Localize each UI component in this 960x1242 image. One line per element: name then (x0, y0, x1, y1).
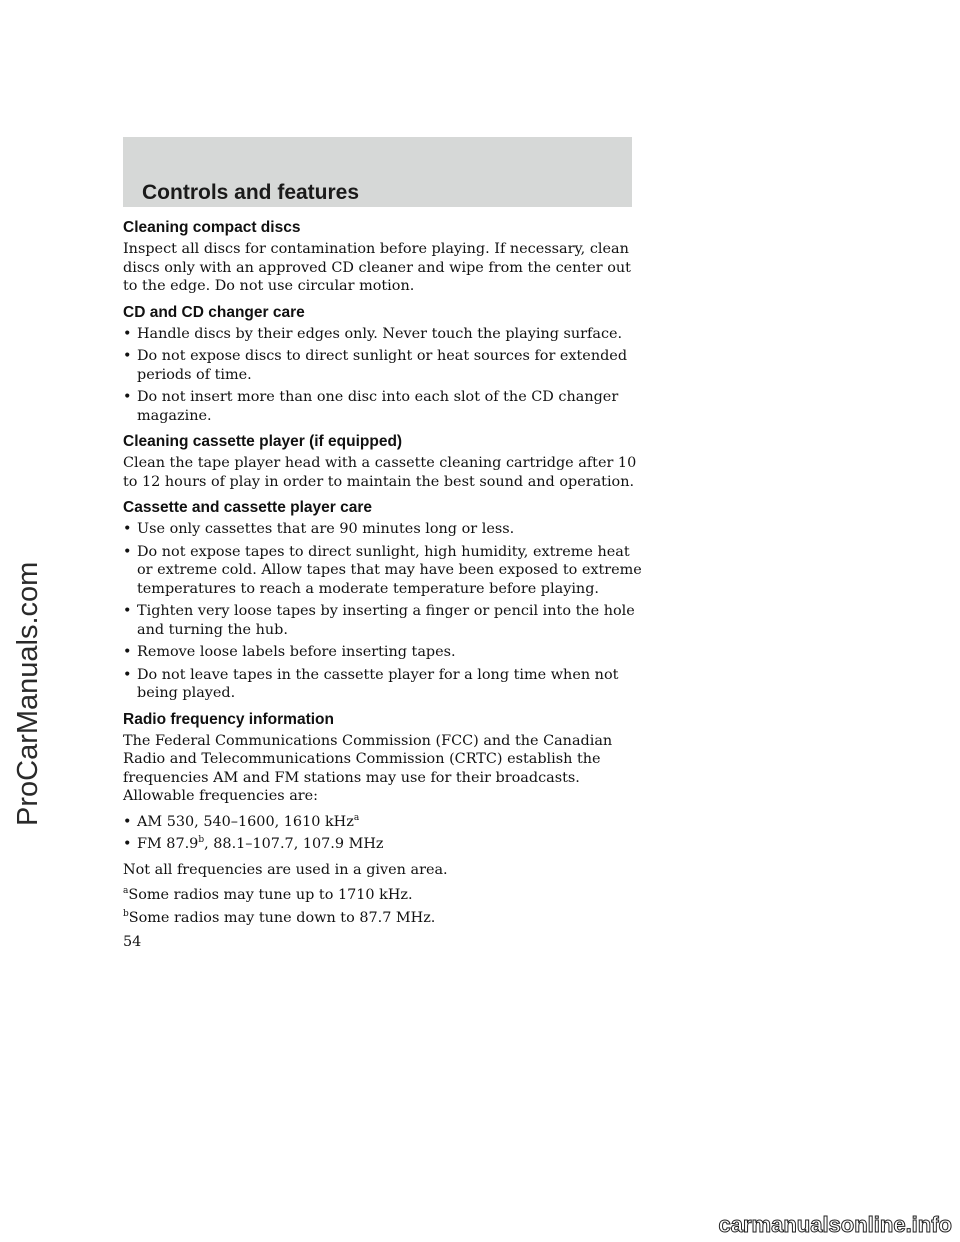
watermark-side (4, 490, 48, 830)
list-item-am: • AM 530, 540–1600, 1610 kHz$^a$ (123, 812, 360, 830)
list-item: • Do not insert more than one disc into each slot of the CD changer magazine. (123, 389, 619, 424)
section-header-band (123, 137, 632, 207)
list-cd-changer-care (123, 325, 643, 426)
heading-cd-changer-care: CD and CD changer care (123, 303, 305, 321)
footnote-a: $^a$Some radios may tune up to 1710 kHz. (123, 886, 413, 903)
list-cassette-player-care (123, 520, 643, 703)
paragraph-frequency-note: Not all frequencies are used in a given area. (123, 861, 448, 878)
bullet-icon: • (123, 644, 132, 660)
bullet-icon: • (123, 603, 132, 619)
heading-cassette-player-care: Cassette and cassette player care (123, 499, 373, 516)
list-frequencies (123, 813, 643, 854)
heading-radio-frequency: Radio frequency information (123, 710, 334, 728)
bullet-icon: • (123, 521, 132, 537)
footnote-ref-b: b (198, 835, 205, 846)
watermark-bottom (600, 1210, 956, 1238)
list-item: • Tighten very loose tapes by inserting a finger or pencil into the hole and turning the hub. (123, 603, 635, 638)
paragraph-cleaning-cassette-player: Clean the tape player head with a cassette cleaning cartridge after 10 to 12 hours of play in order to maintain the best sound and operation. (123, 455, 637, 490)
bullet-icon: • (123, 813, 132, 830)
page-number: 54 (123, 934, 142, 950)
paragraph-cleaning-compact-discs: Inspect all discs for contamination before playing. If necessary, clean discs only with an approved CD cleaner and wipe from the center out to the edge. Do not use circular motion. (123, 241, 631, 294)
paragraph-radio-frequency: The Federal Communications Commission (FCC) and the Canadian Radio and Telecommunications Commission (CRTC) establish the frequencies AM and FM stations may use for their broadcasts. Allowable frequencies are: (123, 732, 613, 804)
bullet-icon: • (123, 666, 132, 683)
list-item: • Use only cassettes that are 90 minutes long or less. (123, 521, 515, 537)
bullet-icon: • (123, 348, 132, 364)
list-item: • Handle discs by their edges only. Never touch the playing surface. (123, 325, 623, 342)
watermark-bottom-text: carmanualsonline.info (718, 1212, 952, 1237)
bullet-icon: • (123, 836, 132, 852)
footnote-b: $^b$Some radios may tune down to 87.7 MHz. (123, 908, 436, 926)
section-header-title: Controls and features (142, 181, 360, 204)
watermark-side-text: ProCarManuals.com (12, 561, 44, 826)
list-item-fm: • FM 87.9$^b$, 88.1–107.7, 107.9 MHz (123, 835, 384, 852)
heading-cleaning-cassette-player: Cleaning cassette player (if equipped) (123, 433, 403, 450)
list-item: • Do not expose tapes to direct sunlight, high humidity, extreme heat or extreme cold. Allow tapes that may have been exposed to extreme temperatures to reach a moderate temperature before playing. (123, 543, 642, 597)
heading-cleaning-compact-discs: Cleaning compact discs (123, 219, 301, 236)
list-item: • Do not leave tapes in the cassette player for a long time when not being played. (123, 666, 619, 701)
list-item: • Remove loose labels before inserting tapes. (123, 644, 456, 660)
page-content (123, 218, 643, 931)
footnote-ref-a: a (353, 812, 360, 823)
list-item: • Do not expose discs to direct sunlight or heat sources for extended periods of time. (123, 348, 628, 383)
bullet-icon: • (123, 389, 132, 405)
bullet-icon: • (123, 325, 132, 342)
bullet-icon: • (123, 543, 132, 560)
